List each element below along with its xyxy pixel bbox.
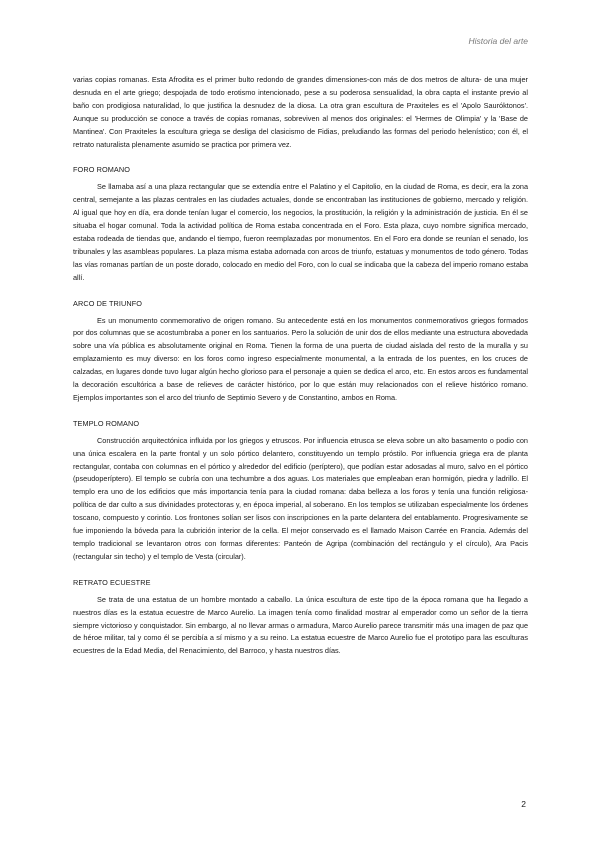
section-heading-templo-romano: TEMPLO ROMANO xyxy=(73,418,140,428)
section-heading-arco-de-triunfo: ARCO DE TRIUNFO xyxy=(73,298,143,308)
intro-paragraph: varias copias romanas. Esta Afrodita es el primer bulto redondo de grandes dimensiones-con más de dos metros de altura- de una mujer desnuda en el arte griego; despojada de todo erotismo intencionado, pese a su poderosa sensualidad, la obra capta el instante previo al baño con prodigiosa naturalidad, lo que justifica la desnudez de la diosa. La otra gran escultura de Praxiteles es el 'Apolo Sauróktonos'. Aunque su producción se conoce a través de copias romanas, sobreviven al menos dos originales: el 'Hermes de Olimpia' y la 'Base de Mantinea'. Con Praxiteles la escultura griega se desliga del clasicismo de Fidias, preludiando las formas del periodo helenístico; con él, el retrato naturalista plenamente asumido se practica por primera vez. xyxy=(73,75,528,149)
section-body-templo-romano: Construcción arquitectónica influida por los griegos y etruscos. Por influencia etrusca se eleva sobre un alto basamento o podio con una única escalera en la parte frontal y un solo pórtico delantero, constituyendo un templo próstilo. Por influencia griega era de planta rectangular, contaba con columnas en el pórtico y alrededor del edificio (períptero), que podían estar adosadas al muro, salvo en el pórtico (pseudoperíptero). El templo se cubría con una techumbre a dos aguas. Los materiales que empleaban eran hormigón, piedra y ladrillo. El templo era uno de los edificios que más importancia tenía para la ciudad romana: daba belleza a los foros y tenía una función religiosa-política de dar culto a sus divinidades protectoras y, en época imperial, al soberano. En los templos se utilizaban especialmente los órdenes toscano, compuesto y corintio. Los frontones solían ser lisos con inscripciones en la parte delantera del entablamento. Progresivamente se fue imponiendo la bóveda para la cubrición interior de la cella. El mejor conservado es el llamado Maison Carrée en Francia. Además del templo tradicional se levantaron otros con formas diferentes: Panteón de Agripa (combinación del rectángulo y el círculo), Ara Pacis (rectangular sin techo) y el templo de Vesta (circular). xyxy=(73,435,528,561)
running-header: Historia del arte xyxy=(468,36,528,46)
page-content xyxy=(73,74,528,658)
section-heading-retrato-ecuestre: RETRATO ECUESTRE xyxy=(73,577,151,587)
page-number: 2 xyxy=(521,799,526,809)
section-body-foro-romano: Se llamaba así a una plaza rectangular que se extendía entre el Palatino y el Capitolio, en la ciudad de Roma, es decir, era la zona central, semejante a las plazas centrales en las ciudades actuales, donde se encontraban las instituciones de gobierno, mercado y religión. Al igual que hoy en día, era donde tenían lugar el comercio, los negocios, la prostitución, la religión y la administración de justicia. En él se situaba el hogar comunal. Toda la actividad política de Roma estaba concentrada en el Foro. Esta plaza, cuyo nombre significa mercado, estaba rodeada de tiendas que, andando el tiempo, fueron reemplazadas por monumentos. En el Foro era donde se reunían el senado, los tribunales y las asambleas populares. La plaza misma estaba adornada con arcos de triunfo, estatuas y monumentos de todo género. Todas las vías romanas partían de un poste dorado, colocado en medio del Foro, con lo cual se indicaba que la cabeza del imperio romano estaba allí. xyxy=(73,182,528,282)
section-body-arco-de-triunfo: Es un monumento conmemorativo de origen romano. Su antecedente está en los monumentos conmemorativos griegos formados por dos columnas que se acostumbraba a poner en los santuarios. Pero la solución de unir dos de ellos mediante una estructura abovedada sobre una vía pública es absolutamente original en Roma. Tienen la forma de una puerta de ciudad aislada del resto de la muralla y su emplazamiento es muy diverso: en los foros como ingreso especialmente monumental, a la entrada de los puentes, en los cruces de calzadas, en lugares donde tuvo lugar algún hecho glorioso para el personaje a quien se dedica el arco, etc. En estos arcos es fundamental la decoración escultórica a base de relieves de carácter histórico, por lo que están muy relacionados con el relieve histórico romano. Ejemplos importantes son el arco del triunfo de Septimio Severo y de Constantino, ambos en Roma. xyxy=(73,315,528,402)
section-body-retrato-ecuestre: Se trata de una estatua de un hombre montado a caballo. La única escultura de este tipo de la época romana que ha llegado a nuestros días es la estatua ecuestre de Marco Aurelio. La imagen tenía como finalidad mostrar al emperador como un señor de la tierra siempre victorioso y conquistador. Sin embargo, al no llevar armas o armadura, Marco Aurelio parece transmitir más una imagen de paz que de héroe militar, tal y como él se percibía a sí mismo y a su reino. La estatua ecuestre de Marco Aurelio fue el prototipo para las esculturas ecuestres de la Edad Media, del Renacimiento, del Barroco, y hasta nuestros días. xyxy=(73,594,528,656)
section-heading-foro-romano: FORO ROMANO xyxy=(73,165,131,175)
